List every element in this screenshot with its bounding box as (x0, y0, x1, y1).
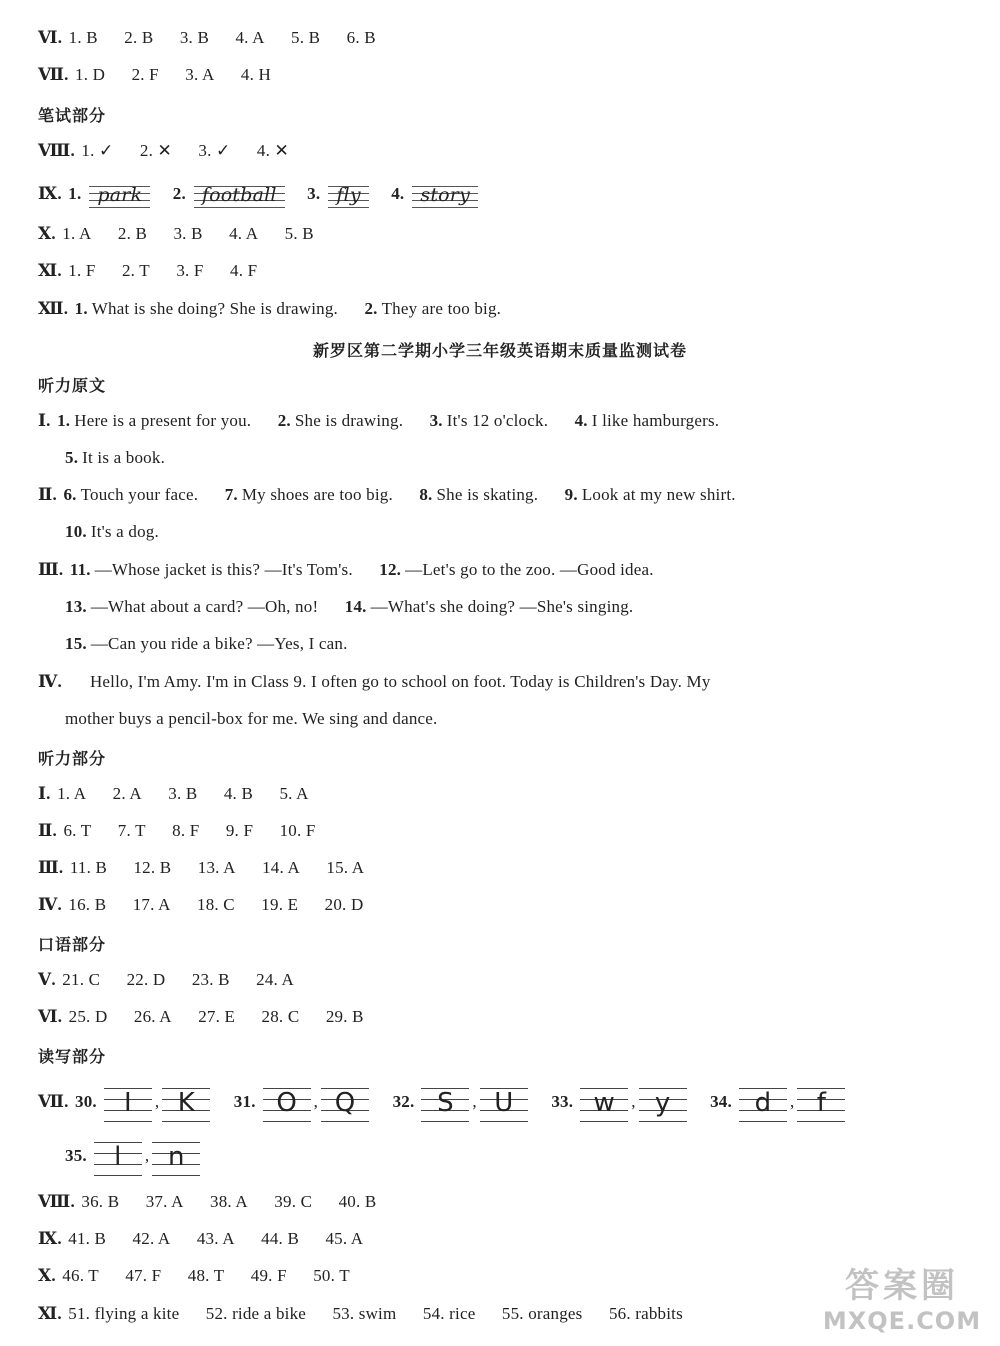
question-number: 2. (172, 184, 186, 203)
transcript-sentence: I like hamburgers. (591, 411, 720, 430)
answer-item: 38. A (210, 1192, 248, 1211)
answer-item: 19. E (261, 895, 299, 914)
question-number: 7. (224, 485, 238, 504)
answer-item: 7. T (117, 821, 146, 840)
question-number: 2. (364, 299, 378, 318)
answer-item: 42. A (132, 1229, 171, 1248)
exam-title: 新罗区第二学期小学三年级英语期末质量监测试卷 (312, 341, 687, 360)
answer-item: 22. D (126, 970, 166, 989)
answer-item: 4. H (240, 65, 271, 84)
question-number: 4. (574, 411, 588, 430)
handwritten-word: story (412, 181, 478, 209)
question-number: 13. (65, 597, 87, 616)
handwritten-letter: Q (321, 1084, 369, 1122)
answer-item: 15. A (326, 858, 365, 877)
answer-item: 39. C (274, 1192, 313, 1211)
section-number: Ⅺ. (38, 261, 62, 280)
answer-item: 3. A (185, 65, 215, 84)
answer-item: 2. F (131, 65, 159, 84)
answer-item: 5. A (279, 784, 309, 803)
transcript-row-1b (65, 444, 187, 472)
readwrite-row-11 (38, 1300, 705, 1328)
question-number: 31. (233, 1092, 256, 1111)
transcript-sentence: Look at my new shirt. (581, 485, 736, 504)
section-number: Ⅲ. (38, 858, 64, 877)
listening-row-4 (38, 891, 385, 919)
section-number: Ⅶ. (38, 65, 69, 84)
answer-item: 4. A (235, 28, 265, 47)
section-number: Ⅳ. (38, 672, 62, 691)
transcript-row-4b (65, 705, 438, 733)
section-number: Ⅷ. (38, 1192, 75, 1211)
handwritten-letter: d (739, 1084, 787, 1122)
answer-item: 24. A (256, 970, 294, 989)
answer-item: 4. B (223, 784, 253, 803)
answer-row-11 (38, 257, 279, 285)
question-number: 6. (63, 485, 77, 504)
answer-item: 1. ✓ (81, 141, 114, 160)
section-number: Ⅱ. (38, 821, 57, 840)
section-number: Ⅶ. (38, 1092, 69, 1111)
handwritten-word: football (194, 181, 285, 209)
listening-row-2 (38, 817, 338, 845)
answer-item: 12. B (133, 858, 172, 877)
question-number: 4. (391, 184, 405, 203)
answer-item: 54. rice (422, 1304, 476, 1323)
transcript-row-3b (65, 593, 655, 621)
watermark-logo-text: 答案圈 (845, 1266, 959, 1306)
section-number: Ⅸ. (38, 1229, 62, 1248)
question-number: 30. (75, 1092, 97, 1111)
handwritten-letter: y (639, 1084, 687, 1122)
question-number: 9. (564, 485, 578, 504)
answer-row-12 (38, 295, 523, 323)
answer-item: 17. A (132, 895, 171, 914)
listening-row-3 (38, 854, 386, 882)
answer-item: 3. B (173, 224, 203, 243)
handwritten-letter: S (421, 1084, 469, 1122)
answer-item: 2. B (124, 28, 154, 47)
answer-item: 4. A (229, 224, 259, 243)
answer-item: 50. T (313, 1266, 350, 1285)
transcript-passage: mother buys a pencil-box for me. We sing and dance. (65, 709, 438, 728)
answer-item: 46. T (62, 1266, 99, 1285)
handwritten-letter: w (580, 1084, 628, 1122)
oral-row-5 (38, 966, 316, 994)
answer-item: 25. D (68, 1007, 108, 1026)
section-number: Ⅲ. (38, 560, 64, 579)
answer-row-8 (38, 137, 311, 165)
answer-item: 1. D (75, 65, 106, 84)
transcript-passage: Hello, I'm Amy. I'm in Class 9. I often go to school on foot. Today is Children's Day. My (89, 672, 711, 691)
answer-item: 3. B (179, 28, 209, 47)
answer-item: 1. A (62, 224, 92, 243)
handwritten-word: park (89, 181, 150, 209)
oral-row-6 (38, 1003, 386, 1031)
watermark-url: MXQE.COM (822, 1307, 982, 1335)
section-number: Ⅷ. (38, 141, 75, 160)
answer-row-6 (38, 24, 398, 52)
transcript-dialogue: —Let's go to the zoo. —Good idea. (405, 560, 654, 579)
transcript-row-3c (65, 630, 370, 658)
answer-item: 8. F (172, 821, 200, 840)
site-watermark (812, 1258, 992, 1338)
transcript-sentence: Here is a present for you. (74, 411, 252, 430)
answer-item: 5. B (291, 28, 321, 47)
answer-item: 51. flying a kite (68, 1304, 180, 1323)
handwritten-letter: O (263, 1084, 311, 1122)
answer-item: 3. B (168, 784, 198, 803)
answer-item: 3. F (176, 261, 204, 280)
transcript-sentence: It's a dog. (90, 522, 159, 541)
readwrite-row-7b-letters: 35. l , n (65, 1134, 203, 1178)
answer-item: 26. A (133, 1007, 172, 1026)
section-number: Ⅵ. (38, 1007, 63, 1026)
listening-heading: 听力部分 (38, 749, 107, 768)
transcript-sentence: She is drawing. (294, 411, 404, 430)
question-number: 34. (710, 1092, 732, 1111)
question-number: 1. (74, 299, 88, 318)
handwritten-letter: U (480, 1084, 528, 1122)
answer-item: 6. B (346, 28, 376, 47)
section-number: Ⅴ. (38, 970, 56, 989)
transcript-row-1 (38, 407, 741, 435)
answer-item: 28. C (261, 1007, 300, 1026)
section-number: Ⅳ. (38, 895, 62, 914)
answer-item: 10. F (279, 821, 316, 840)
question-number: 11. (69, 560, 91, 579)
transcript-row-2b (65, 518, 181, 546)
answer-item: 48. T (187, 1266, 225, 1285)
answer-item: 23. B (191, 970, 230, 989)
answer-item: 44. B (261, 1229, 299, 1248)
readwrite-row-10 (38, 1262, 372, 1290)
section-number: Ⅸ. (38, 184, 62, 203)
section-number: Ⅹ. (38, 224, 56, 243)
answer-item: 41. B (68, 1229, 107, 1248)
question-number: 12. (379, 560, 402, 579)
answer-row-7 (38, 61, 293, 89)
section-number: Ⅵ. (38, 28, 63, 47)
handwritten-letter: n (152, 1138, 200, 1176)
answer-item: 20. D (324, 895, 364, 914)
transcript-dialogue: —Can you ride a bike? —Yes, I can. (90, 634, 348, 653)
question-number: 35. (65, 1146, 87, 1165)
answer-item: 1. B (68, 28, 98, 47)
answer-item: 4. ✕ (256, 141, 289, 160)
question-number: 3. (307, 184, 321, 203)
readwrite-heading: 读写部分 (38, 1047, 107, 1066)
section-number: Ⅰ. (38, 411, 51, 430)
answer-row-9-handwriting (38, 180, 482, 208)
question-number: 8. (419, 485, 433, 504)
answer-item: 9. F (225, 821, 254, 840)
question-number: 33. (551, 1092, 574, 1111)
answer-item: 1. A (57, 784, 87, 803)
transcript-dialogue: —What about a card? —Oh, no! (90, 597, 319, 616)
answer-item: 53. swim (332, 1304, 397, 1323)
question-number: 10. (65, 522, 87, 541)
section-number: Ⅰ. (38, 784, 51, 803)
question-number: 15. (65, 634, 87, 653)
answer-item: 14. A (262, 858, 300, 877)
answer-item: 45. A (325, 1229, 364, 1248)
answer-item: 2. B (117, 224, 148, 243)
transcript-row-4 (38, 668, 711, 696)
section-number: Ⅺ. (38, 1304, 62, 1323)
oral-heading: 口语部分 (38, 935, 107, 954)
answer-item: 2. ✕ (139, 141, 172, 160)
answer-item: 11. B (69, 858, 108, 877)
transcript-sentence: My shoes are too big. (241, 485, 393, 504)
answer-item: 29. B (325, 1007, 364, 1026)
transcript-row-3 (38, 556, 676, 584)
answer-row-10 (38, 220, 336, 248)
answer-item: 2. T (121, 261, 150, 280)
answer-item: 4. F (230, 261, 258, 280)
answer-item: 13. A (197, 858, 236, 877)
written-section-heading: 笔试部分 (38, 106, 107, 125)
listening-row-1 (38, 780, 331, 808)
handwritten-word: fly (328, 181, 368, 209)
question-number: 5. (65, 448, 79, 467)
answer-item: 5. B (284, 224, 314, 243)
answer-item: 49. F (250, 1266, 287, 1285)
transcript-sentence: Touch your face. (80, 485, 199, 504)
handwritten-letter: I (104, 1084, 152, 1122)
section-number: Ⅱ. (38, 485, 57, 504)
answer-item: 40. B (338, 1192, 377, 1211)
section-number: Ⅻ. (38, 299, 69, 318)
question-number: 1. (57, 411, 71, 430)
transcript-dialogue: —Whose jacket is this? —It's Tom's. (94, 560, 353, 579)
answer-item: 1. F (68, 261, 96, 280)
answer-item: 36. B (81, 1192, 120, 1211)
transcript-row-2 (38, 481, 758, 509)
answer-item: 21. C (62, 970, 101, 989)
transcript-sentence: It's 12 o'clock. (446, 411, 549, 430)
answer-item: 3. ✓ (198, 141, 231, 160)
answer-item: 47. F (125, 1266, 162, 1285)
answer-item: 18. C (197, 895, 235, 914)
answer-sentence: They are too big. (381, 299, 502, 318)
answer-item: 16. B (68, 895, 107, 914)
handwritten-letter: l (94, 1138, 142, 1176)
transcript-sentence: She is skating. (436, 485, 539, 504)
question-number: 32. (392, 1092, 415, 1111)
answer-sentence: What is she doing? She is drawing. (91, 299, 338, 318)
question-number: 1. (68, 184, 82, 203)
readwrite-row-8 (38, 1188, 398, 1216)
section-number: Ⅹ. (38, 1266, 56, 1285)
answer-item: 52. ride a bike (205, 1304, 307, 1323)
question-number: 14. (344, 597, 367, 616)
question-number: 2. (277, 411, 291, 430)
answer-item: 6. T (63, 821, 92, 840)
answer-item: 56. rabbits (608, 1304, 683, 1323)
handwritten-letter: f (797, 1084, 845, 1122)
transcript-heading: 听力原文 (38, 376, 107, 395)
readwrite-row-9 (38, 1225, 385, 1253)
handwritten-letter: K (162, 1084, 210, 1122)
question-number: 3. (429, 411, 443, 430)
answer-item: 37. A (145, 1192, 184, 1211)
answer-item: 55. oranges (501, 1304, 583, 1323)
readwrite-row-7-letters: Ⅶ. 30. I , K 31. O , Q 32. S , U 33. w , y 34. d , f (38, 1080, 848, 1124)
answer-item: 27. E (198, 1007, 236, 1026)
transcript-dialogue: —What's she doing? —She's singing. (370, 597, 634, 616)
answer-item: 2. A (112, 784, 142, 803)
transcript-sentence: It is a book. (82, 448, 166, 467)
answer-item: 43. A (196, 1229, 235, 1248)
